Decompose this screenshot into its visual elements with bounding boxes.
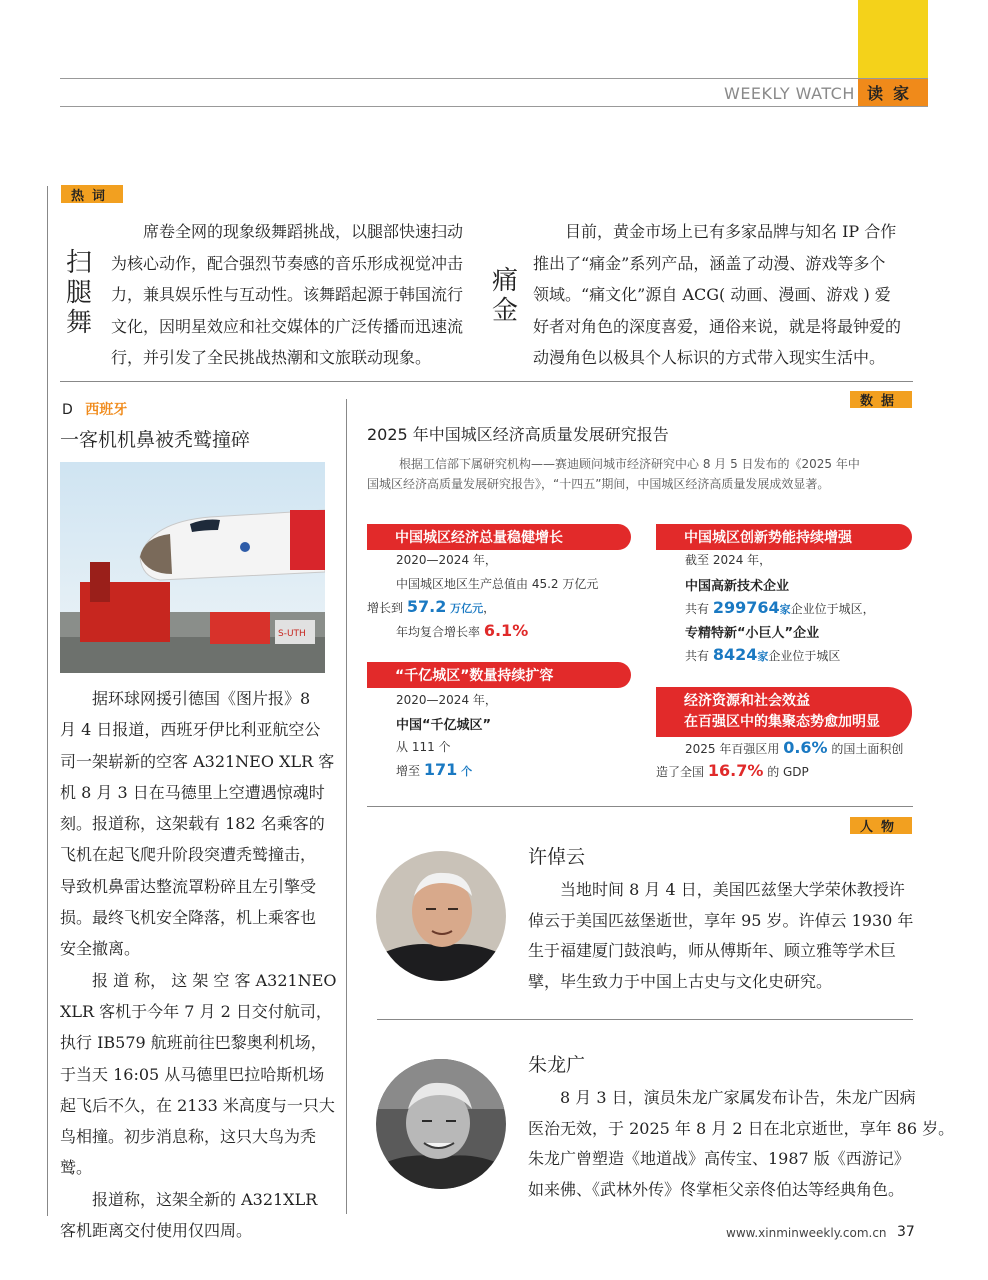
stat-unit: 家 — [757, 650, 769, 663]
data-intro — [367, 454, 860, 494]
stat-heading: 中国城区经济总量稳健增长 — [367, 524, 631, 550]
spain-body — [60, 683, 337, 1246]
text-line: 力，兼具娱乐性与互动性。该舞蹈起源于韩国流行 — [111, 285, 464, 304]
text-line: 刻。报道称，这架载有 182 名乘客的 — [60, 814, 325, 834]
text-line: 于当天 16:05 从马德里巴拉哈斯机场 — [60, 1064, 325, 1084]
text-line: 推出了“痛金”系列产品，涵盖了动漫、游戏等多个 — [533, 253, 886, 273]
text-line: 执行 IB579 航班前往巴黎奥利机场， — [60, 1033, 327, 1053]
text-line: 飞机在起飞爬升阶段突遭秃鹫撞击， — [60, 845, 317, 865]
header-color-tab — [858, 0, 928, 78]
hotword-left-text — [111, 216, 473, 374]
stat-value: 8424 — [712, 645, 758, 664]
hotword-char: 腿 — [65, 278, 92, 308]
stat-value: 6.1% — [483, 621, 529, 640]
text-line: XLR 客机于今年 7 月 2 日交付航司， — [60, 1001, 332, 1021]
text-line: 动漫角色以极具个人标识的方式带入现实生活中。 — [533, 348, 886, 367]
page-number: 37 — [897, 1224, 915, 1240]
text-line: 根据工信部下属研究机构——赛迪顾问城市经济研究中心 8 月 5 日发布的《2025 年中 — [399, 457, 860, 471]
hotwords-divider — [60, 381, 913, 382]
hotword-char: 舞 — [65, 308, 92, 338]
person-name: 朱龙广 — [528, 1054, 586, 1076]
hotword-right-text — [533, 216, 915, 374]
stat-line — [685, 645, 840, 664]
hotword-char: 金 — [491, 296, 518, 326]
column-divider — [346, 399, 347, 1214]
stat-line: 专精特新“小巨人”企业 — [685, 626, 820, 641]
text-line: 起飞后不久，在 2133 米高度与一只大 — [60, 1095, 335, 1115]
text-line: 鹫。 — [60, 1158, 93, 1178]
text-line: 鸟相撞。初步消息称，这只大鸟为秃 — [60, 1127, 317, 1147]
text-line: 医治无效，于 2025 年 8 月 2 日在北京逝世，享年 86 岁。 — [528, 1118, 955, 1138]
person-bio — [528, 1083, 955, 1205]
person-bio — [528, 875, 913, 997]
data-divider — [367, 806, 913, 807]
stat-line — [685, 598, 875, 617]
footer-url-text[interactable]: www.xinminweekly.com.cn — [726, 1226, 887, 1240]
stat-line: 中国城区地区生产总值由 45.2 万亿元 — [396, 577, 599, 591]
data-tag: 数据 — [850, 391, 912, 408]
stat-line — [685, 738, 903, 757]
stat-value: 0.6% — [783, 738, 828, 757]
portrait-illustration — [376, 1059, 506, 1189]
portrait-zhu-longguang — [376, 1059, 506, 1189]
stat-line: 中国高新技术企业 — [685, 579, 790, 594]
header-rule-bottom — [60, 106, 928, 107]
stat-unit: 个 — [461, 765, 473, 778]
people-divider — [377, 1019, 913, 1020]
hotword-char: 痛 — [491, 266, 518, 296]
text-line: 倬云于美国匹兹堡逝世，享年 95 岁。许倬云 1930 年 — [528, 910, 914, 930]
text-line: 好者对角色的深度喜爱，通俗来说，就是将最钟爱的 — [533, 316, 902, 336]
stat-value: 57.2 — [406, 597, 447, 616]
text-line: 司一架崭新的空客 A321NEO XLR 客 — [60, 751, 335, 771]
text-line: 领域。“痛文化”源自 ACG( 动画、漫画、游戏 ) 爱 — [533, 285, 891, 304]
people-tag: 人物 — [850, 817, 912, 834]
text-line: 国城区经济高质量发展研究报告》，“十四五”期间，中国城区经济高质量发展成效显著。 — [367, 477, 830, 491]
stat-line — [656, 761, 809, 780]
person-name: 许倬云 — [528, 846, 586, 868]
region-label — [62, 399, 127, 419]
stat-heading-line: 经济资源和社会效益 — [684, 693, 810, 709]
stat-text: 的国土面积创 — [831, 742, 904, 756]
hotword-saotuiwu — [64, 248, 94, 338]
stat-value: 299764 — [712, 598, 780, 617]
text-line: 目前，黄金市场上已有多家品牌与知名 IP 合作 — [565, 222, 897, 241]
stat-unit: 万亿元 — [450, 602, 484, 615]
text-line: 损。最终飞机安全降落，机上乘客也 — [60, 908, 317, 928]
stat-text: 企业位于城区， — [790, 602, 875, 616]
stat-heading: “千亿城区”数量持续扩容 — [367, 662, 631, 688]
left-margin-rule — [47, 186, 48, 1216]
region-country: 西班牙 — [85, 402, 128, 418]
column-name: WEEKLY WATCH — [724, 84, 855, 103]
stat-line — [396, 760, 472, 779]
stat-text: ， — [483, 601, 496, 615]
header-rule-top — [60, 78, 928, 79]
text-line: 安全撤离。 — [60, 939, 141, 959]
text-line: 擘，毕生致力于中国上古史与文化史研究。 — [528, 971, 833, 991]
text-line: 席卷全网的现象级舞蹈挑战，以腿部快速扫动 — [143, 222, 464, 241]
stat-text: 共有 — [685, 649, 710, 663]
stat-unit: 家 — [779, 603, 791, 616]
text-line: 生于福建厦门鼓浪屿，师从傅斯年、顾立雅等学术巨 — [528, 941, 897, 960]
text-line: 如来佛、《武林外传》佟掌柜父亲佟伯达等经典角色。 — [528, 1179, 905, 1199]
vehicle-label: S-UTH — [278, 629, 306, 639]
text-line: 报 道 称， 这 架 空 客 A321NEO — [92, 970, 337, 990]
stat-line — [367, 597, 495, 616]
region-letter: D — [62, 402, 73, 418]
section-label: 读家 — [858, 79, 928, 106]
stat-text: 企业位于城区 — [768, 649, 841, 663]
stat-text: 增至 — [396, 764, 421, 778]
stat-value: 171 — [423, 760, 458, 779]
hotwords-tag: 热词 — [61, 185, 123, 203]
portrait-xu-zhuoyun — [376, 851, 506, 981]
stat-text: 共有 — [685, 602, 710, 616]
stat-heading — [656, 687, 912, 737]
stat-text: 年均复合增长率 — [396, 625, 481, 639]
stat-line: 截至 2024 年， — [685, 553, 772, 567]
stat-text: 的 GDP — [767, 765, 809, 779]
text-line: 行，并引发了全民挑战热潮和文旅联动现象。 — [111, 348, 432, 367]
text-line: 朱龙广曾塑造《地道战》高传宝、1987 版《西游记》 — [528, 1149, 910, 1168]
text-line: 文化，因明星效应和社交媒体的广泛传播而迅速流 — [111, 316, 464, 336]
hotword-tongjin — [490, 266, 520, 326]
plane-illustration — [60, 462, 325, 673]
text-line: 月 4 日报道，西班牙伊比利亚航空公 — [60, 720, 321, 740]
stat-line: 从 111 个 — [396, 740, 451, 754]
plane-photo — [60, 462, 325, 673]
stat-text: 2025 年百强区用 — [685, 742, 780, 756]
stat-line: 中国“千亿城区” — [396, 718, 492, 733]
data-title: 2025 年中国城区经济高质量发展研究报告 — [367, 425, 669, 444]
stat-line: 2020—2024 年， — [396, 693, 497, 707]
text-line: 机 8 月 3 日在马德里上空遭遇惊魂时 — [60, 782, 325, 802]
text-line: 据环球网援引德国《图片报》8 — [92, 689, 311, 708]
stat-text: 造了全国 — [656, 765, 705, 779]
stat-value: 16.7% — [707, 761, 764, 780]
footer-url[interactable] — [726, 1226, 887, 1240]
text-line: 8 月 3 日，演员朱龙广家属发布讣告，朱龙广因病 — [560, 1088, 916, 1107]
spain-headline: 一客机机鼻被秃鹫撞碎 — [60, 429, 251, 451]
hotword-char: 扫 — [65, 248, 92, 278]
text-line: 当地时间 8 月 4 日，美国匹兹堡大学荣休教授许 — [560, 880, 905, 899]
portrait-illustration — [376, 851, 506, 981]
stat-heading: 中国城区创新势能持续增强 — [656, 524, 912, 550]
text-line: 为核心动作，配合强烈节奏感的音乐形成视觉冲击 — [111, 253, 464, 273]
stat-heading-line: 在百强区中的集聚态势愈加明显 — [684, 714, 880, 730]
text-line: 报道称，这架全新的 A321XLR — [92, 1189, 318, 1209]
stat-line: 2020—2024 年， — [396, 553, 497, 567]
stat-line — [396, 621, 528, 640]
text-line: 客机距离交付使用仅四周。 — [60, 1221, 253, 1241]
stat-text: 增长到 — [367, 601, 404, 615]
text-line: 导致机鼻雷达整流罩粉碎且左引擎受 — [60, 876, 317, 896]
